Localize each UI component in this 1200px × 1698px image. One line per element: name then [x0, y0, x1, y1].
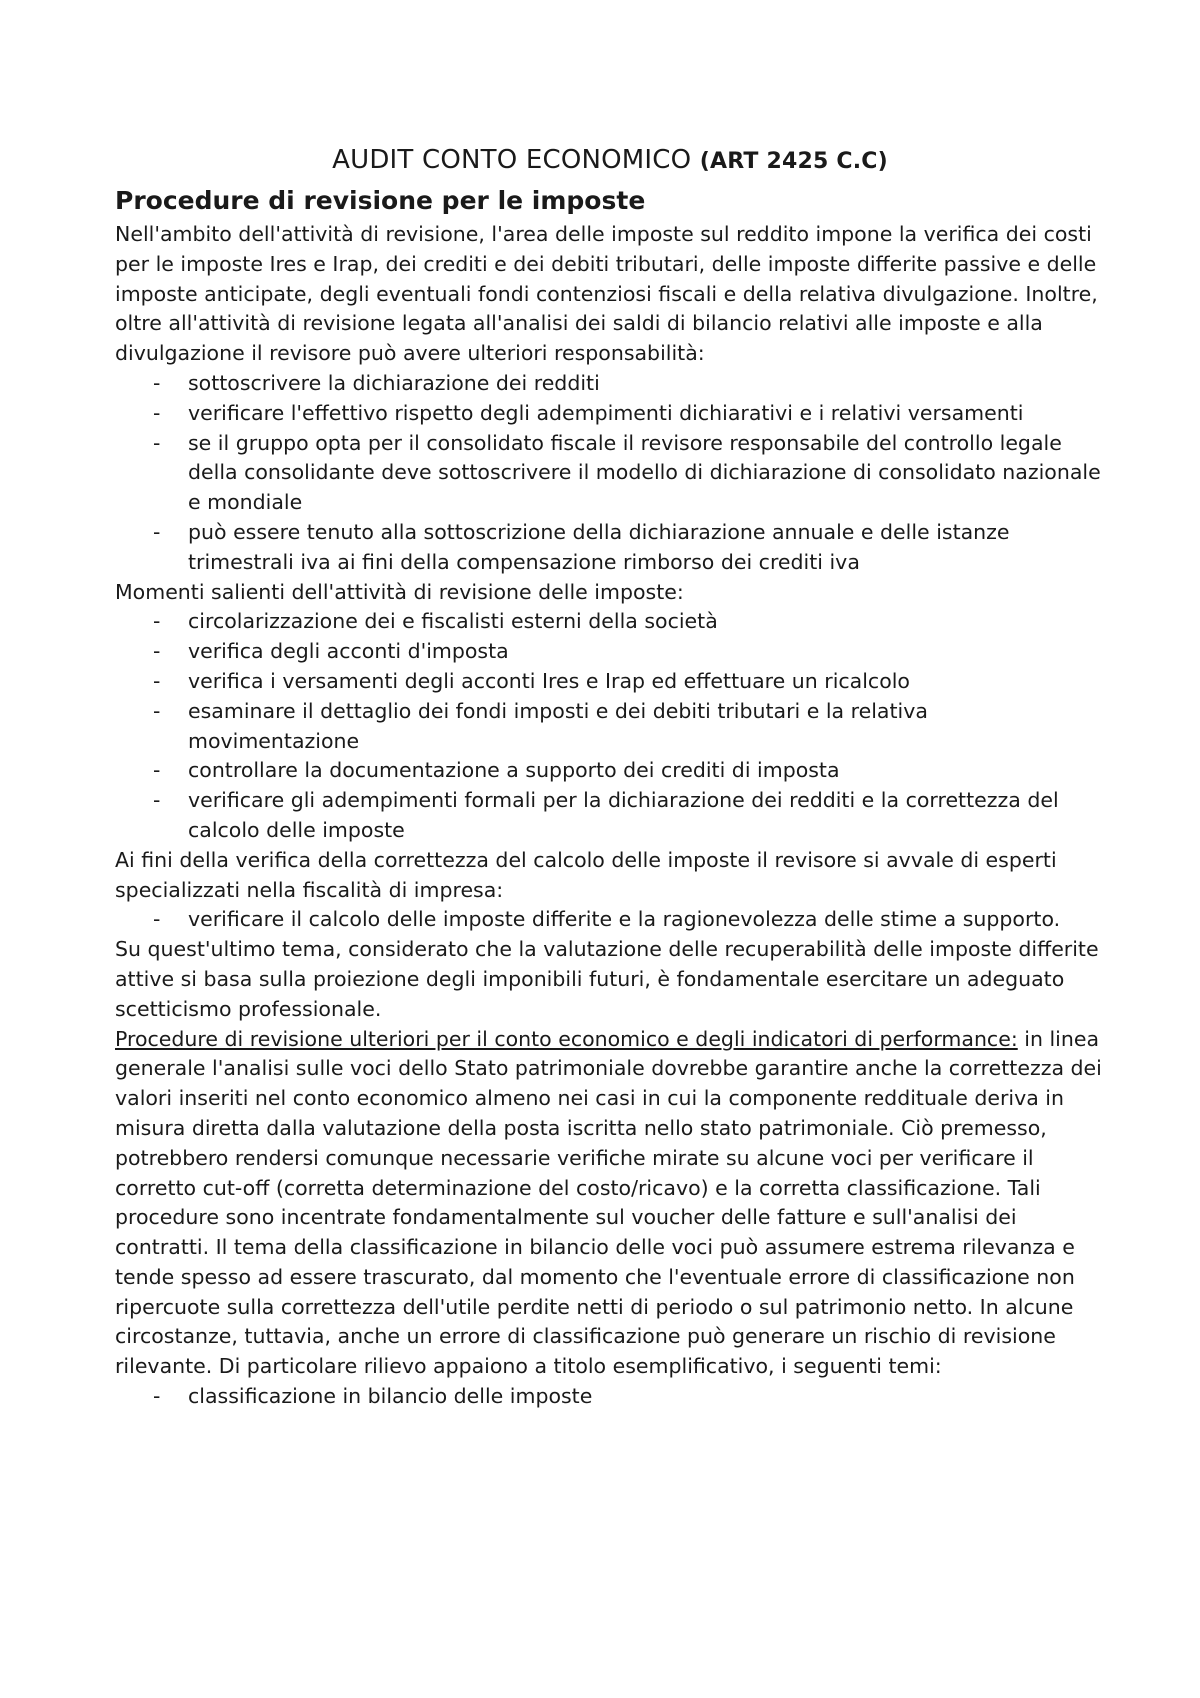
list-item: [115, 369, 1105, 399]
list-item-text: sottoscrivere la dichiarazione dei redditi: [188, 370, 600, 395]
experts-intro: Ai fini della verifica della correttezza del calcolo delle imposte il revisore si avvale di esperti specializzati nella fiscalità di impresa:: [115, 847, 1057, 902]
list-item: [115, 667, 1105, 697]
bullet-dash: -: [153, 609, 161, 634]
list-item: [115, 756, 1105, 786]
list-item: [115, 518, 1105, 578]
bullet-dash: -: [153, 668, 161, 693]
bullet-dash: -: [153, 788, 161, 813]
moments-list: [115, 607, 1105, 845]
list-item: [115, 786, 1105, 846]
bullet-dash: -: [153, 430, 161, 455]
list-item: [115, 905, 1105, 935]
list-item-text: può essere tenuto alla sottoscrizione della dichiarazione annuale e delle istanze trimestrali iva ai fini della compensazione rimborso dei crediti iva: [188, 519, 1010, 574]
list-item-text: verifica degli acconti d'imposta: [188, 639, 509, 664]
list-item-text: verificare il calcolo delle imposte differite e la ragionevolezza delle stime a supporto.: [188, 907, 1061, 932]
list-item: [115, 607, 1105, 637]
list-item: [115, 637, 1105, 667]
themes-list: [115, 1382, 1105, 1412]
list-item: [115, 697, 1105, 757]
list-item-text: esaminare il dettaglio dei fondi imposti e dei debiti tributari e la relativa movimentazione: [188, 698, 928, 753]
experts-list: [115, 905, 1105, 935]
list-item-text: verificare gli adempimenti formali per la dichiarazione dei redditi e la correttezza del calcolo delle imposte: [188, 788, 1059, 842]
moments-intro: Momenti salienti dell'attività di revisione delle imposte:: [115, 579, 684, 604]
document-title-suffix: (ART 2425 C.C): [699, 149, 888, 174]
bullet-dash: -: [153, 519, 161, 544]
document-title: [115, 140, 1105, 182]
further-procedures-paragraph: [115, 1025, 1105, 1383]
bullet-dash: -: [153, 758, 161, 783]
list-item-text: verificare l'effettivo rispetto degli adempimenti dichiarativi e i relativi versamenti: [188, 400, 1024, 425]
list-item: [115, 1382, 1105, 1412]
responsibilities-list: [115, 369, 1105, 578]
bullet-dash: -: [153, 1384, 161, 1409]
further-procedures-label: Procedure di revisione ulteriori per il conto economico e degli indicatori di performance:: [115, 1026, 1018, 1051]
list-item-text: circolarizzazione dei e fiscalisti esterni della società: [188, 609, 718, 634]
list-item-text: controllare la documentazione a supporto dei crediti di imposta: [188, 758, 840, 783]
bullet-dash: -: [153, 639, 161, 664]
document-title-main: AUDIT CONTO ECONOMICO: [332, 145, 692, 175]
intro-paragraph: Nell'ambito dell'attività di revisione, l'area delle imposte sul reddito impone la verifica dei costi per le imposte Ires e Irap, dei crediti e dei debiti tributari, delle imposte differite passive e delle imposte anticipate, degli eventuali fondi contenziosi fiscali e della relativa divulgazione. Inoltre, oltre all'attività di revisione legata all'analisi dei saldi di bilancio relativi alle imposte e alla divulgazione il revisore può avere ulteriori responsabilità:: [115, 222, 1098, 366]
bullet-dash: -: [153, 400, 161, 425]
list-item-text: verifica i versamenti degli acconti Ires e Irap ed effettuare un ricalcolo: [188, 668, 910, 693]
list-item: [115, 399, 1105, 429]
list-item: [115, 429, 1105, 518]
section-heading: Procedure di revisione per le imposte: [115, 186, 646, 215]
further-procedures-text: in linea generale l'analisi sulle voci dello Stato patrimoniale dovrebbe garantire anche la correttezza dei valori inseriti nel conto economico almeno nei casi in cui la componente reddituale deriva in misura diretta dalla valutazione della posta iscritta nello stato patrimoniale. Ciò premesso, potrebbero rendersi comunque necessarie verifiche mirate su alcune voci per verificare il corretto cut-off (corretta determinazione del costo/ricavo) e la corretta classificazione. Tali procedure sono incentrate fondamentalmente sul voucher delle fatture e sull'analisi dei contratti. Il tema della classificazione in bilancio delle voci può assumere estrema rilevanza e tende spesso ad essere trascurato, dal momento che l'eventuale errore di classificazione non ripercuote sulla correttezza dell'utile perdite netti di periodo o sul patrimonio netto. In alcune circostanze, tuttavia, anche un errore di classificazione può generare un rischio di revisione rilevante. Di particolare rilievo appaiono a titolo esemplificativo, i seguenti temi:: [115, 1026, 1102, 1379]
document-page: [115, 140, 1105, 1412]
bullet-dash: -: [153, 698, 161, 723]
list-item-text: classificazione in bilancio delle imposte: [188, 1384, 593, 1409]
bullet-dash: -: [153, 370, 161, 395]
skepticism-paragraph: Su quest'ultimo tema, considerato che la valutazione delle recuperabilità delle imposte differite attive si basa sulla proiezione degli imponibili futuri, è fondamentale esercitare un adeguato scetticismo professionale.: [115, 937, 1099, 1021]
bullet-dash: -: [153, 907, 161, 932]
list-item-text: se il gruppo opta per il consolidato fiscale il revisore responsabile del controllo legale della consolidante deve sottoscrivere il modello di dichiarazione di consolidato nazionale e mondiale: [188, 430, 1101, 515]
